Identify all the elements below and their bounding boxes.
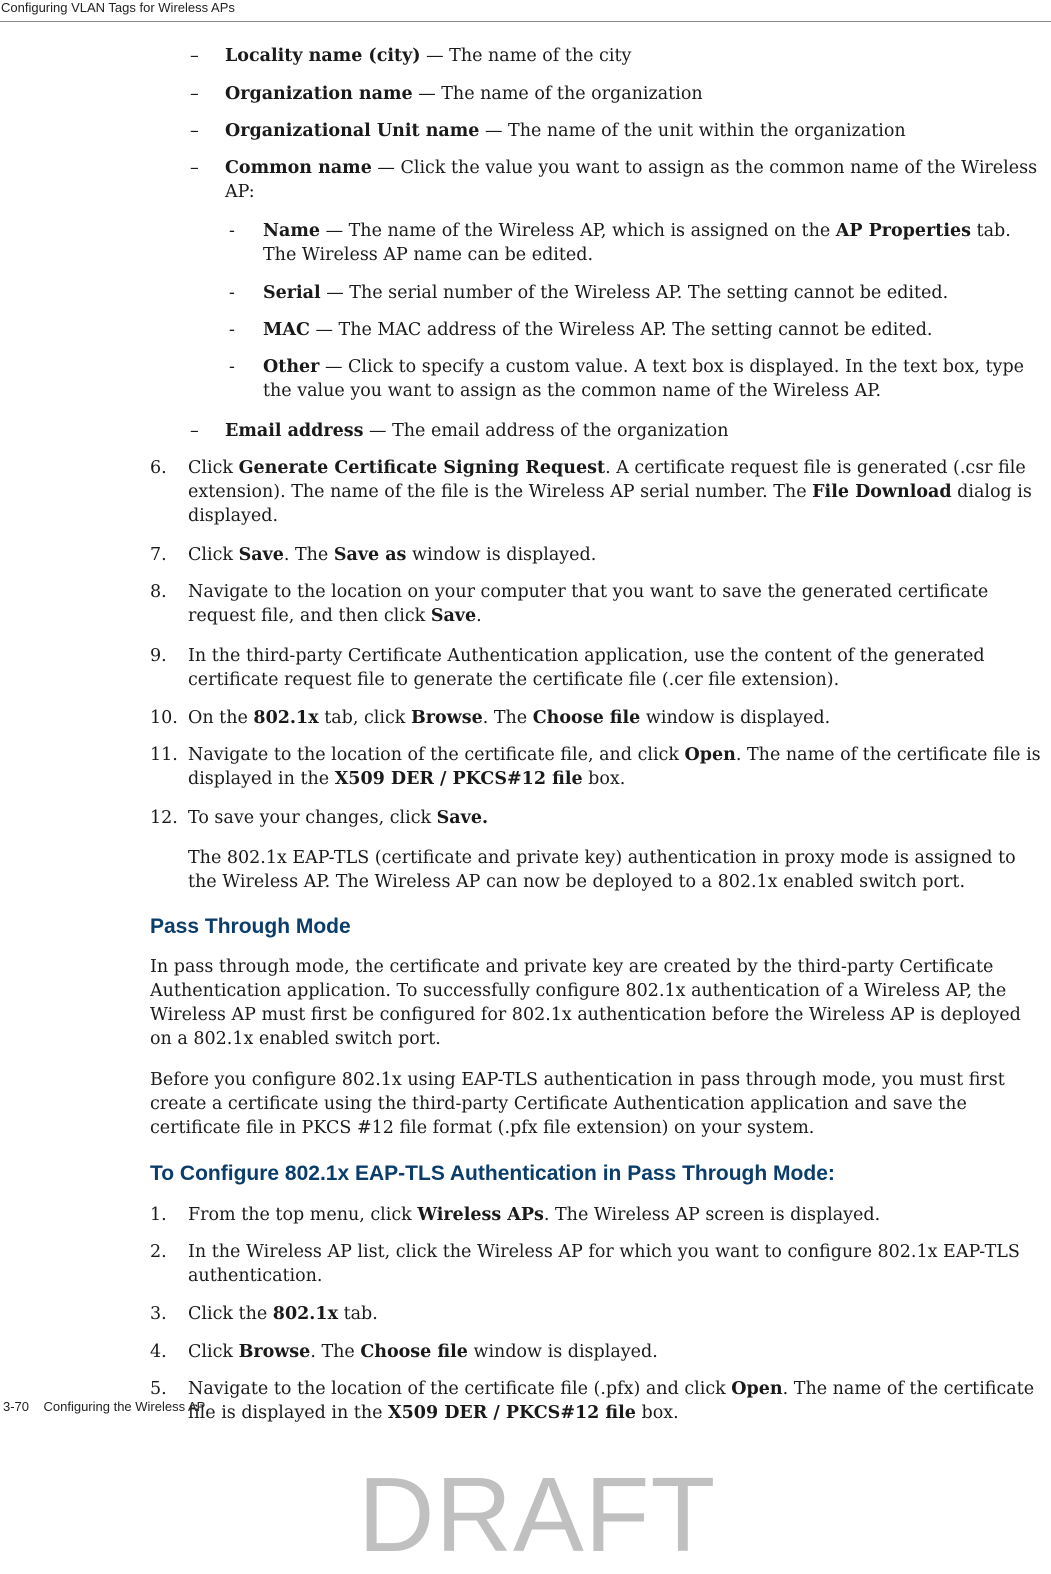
step-11: Navigate to the location of the certificate file, and click Open. The name of the certificate file is displayed in the X509 DER / PKCS#12 file box.: [188, 745, 1041, 789]
field-locality: [225, 44, 1045, 68]
option-mac: MAC — The MAC address of the Wireless AP. The setting cannot be edited.: [263, 320, 933, 340]
step-number: 12.: [150, 808, 178, 828]
proc-step-4: Click Browse. The Choose file window is displayed.: [188, 1342, 658, 1362]
hyphen-bullet: -: [229, 283, 235, 303]
desc: — The name of the unit within the organization: [479, 121, 906, 141]
term: MAC: [263, 320, 310, 340]
step-7: Click Save. The Save as window is displayed.: [188, 545, 597, 565]
field-organization: [225, 82, 1045, 106]
step-number: 10.: [150, 708, 178, 728]
term: Other: [263, 357, 320, 377]
dash-bullet: –: [190, 158, 199, 178]
running-header: Configuring VLAN Tags for Wireless APs: [0, 0, 1051, 22]
option-name: Name — The name of the Wireless AP, which is assigned on the AP Properties tab. The Wireless AP name can be edited.: [263, 221, 1011, 265]
step-number: 5.: [150, 1379, 167, 1399]
term: Serial: [263, 283, 321, 303]
step-number: 8.: [150, 582, 167, 602]
step-10: On the 802.1x tab, click Browse. The Choose file window is displayed.: [188, 708, 831, 728]
proc-step-2: In the Wireless AP list, click the Wireless AP for which you want to configure 802.1x EAP-TLS authentication.: [188, 1242, 1020, 1286]
term: Email address: [225, 421, 364, 441]
section-paragraph-1: In pass through mode, the certificate and private key are created by the third-party Certificate Authentication application. To successfully configure 802.1x authentication of a Wireless AP, the Wireless AP must first be configured for 802.1x authentication before the Wireless AP is deployed on a 802.1x enabled switch port.: [150, 957, 1021, 1049]
proc-step-3: Click the 802.1x tab.: [188, 1304, 378, 1324]
desc: — The email address of the organization: [363, 421, 729, 441]
desc: — The name of the organization: [412, 84, 703, 104]
proc-step-1: From the top menu, click Wireless APs. The Wireless AP screen is displayed.: [188, 1205, 881, 1225]
footer-section: Configuring the Wireless AP: [43, 1399, 206, 1414]
desc: — The name of the city: [420, 46, 632, 66]
proc-step-5: Navigate to the location of the certificate file (.pfx) and click Open. The name of the certificate file is displayed in the X509 DER / PKCS#12 file box.: [188, 1379, 1035, 1423]
step-number: 6.: [150, 458, 167, 478]
step-number: 1.: [150, 1205, 167, 1225]
field-email: [225, 419, 1045, 443]
dash-bullet: –: [190, 84, 199, 104]
step-9: In the third-party Certificate Authentication application, use the content of the generated certificate request file to generate the certificate file (.cer file extension).: [188, 646, 985, 690]
hyphen-bullet: -: [229, 320, 235, 340]
step-12: To save your changes, click Save.: [188, 808, 489, 828]
term: Locality name (city): [225, 46, 421, 66]
page-footer: [3, 1399, 205, 1414]
term: Organizational Unit name: [225, 121, 480, 141]
field-common-name: [225, 156, 1045, 204]
step-number: 9.: [150, 646, 167, 666]
procedure-heading: To Configure 802.1x EAP-TLS Authentication in Pass Through Mode:: [150, 1162, 835, 1185]
step-number: 7.: [150, 545, 167, 565]
hyphen-bullet: -: [229, 357, 235, 377]
step-8: Navigate to the location on your computer that you want to save the generated certificate request file, and then click Save.: [188, 582, 989, 626]
field-org-unit: [225, 119, 1045, 143]
term: Common name: [225, 158, 372, 178]
section-heading: Pass Through Mode: [150, 915, 351, 938]
dash-bullet: –: [190, 421, 199, 441]
desc: — Click the value you want to assign as the common name of the Wireless AP:: [225, 158, 1038, 202]
result-paragraph: The 802.1x EAP-TLS (certificate and private key) authentication in proxy mode is assigned to the Wireless AP. The Wireless AP can now be deployed to a 802.1x enabled switch port.: [188, 848, 1016, 892]
option-other: Other — Click to specify a custom value. A text box is displayed. In the text box, type the value you want to assign as the common name of the Wireless AP.: [263, 357, 1025, 401]
dash-bullet: –: [190, 46, 199, 66]
hyphen-bullet: -: [229, 221, 235, 241]
term: Organization name: [225, 84, 413, 104]
page-number: 3-70: [3, 1399, 30, 1414]
section-paragraph-2: Before you configure 802.1x using EAP-TLS authentication in pass through mode, you must first create a certificate using the third-party Certificate Authentication application and save the certificate file in PKCS #12 file format (.pfx file extension) on your system.: [150, 1070, 1005, 1138]
option-serial: Serial — The serial number of the Wireless AP. The setting cannot be edited.: [263, 283, 949, 303]
step-number: 11.: [150, 745, 178, 765]
step-number: 2.: [150, 1242, 167, 1262]
dash-bullet: –: [190, 121, 199, 141]
step-number: 4.: [150, 1342, 167, 1362]
term: Name: [263, 221, 320, 241]
draft-watermark: DRAFT: [358, 1456, 717, 1574]
step-number: 3.: [150, 1304, 167, 1324]
step-6: Click Generate Certificate Signing Request. A certificate request file is generated (.csr file extension). The name of the file is the Wireless AP serial number. The File Download dialog is displayed.: [188, 458, 1032, 526]
